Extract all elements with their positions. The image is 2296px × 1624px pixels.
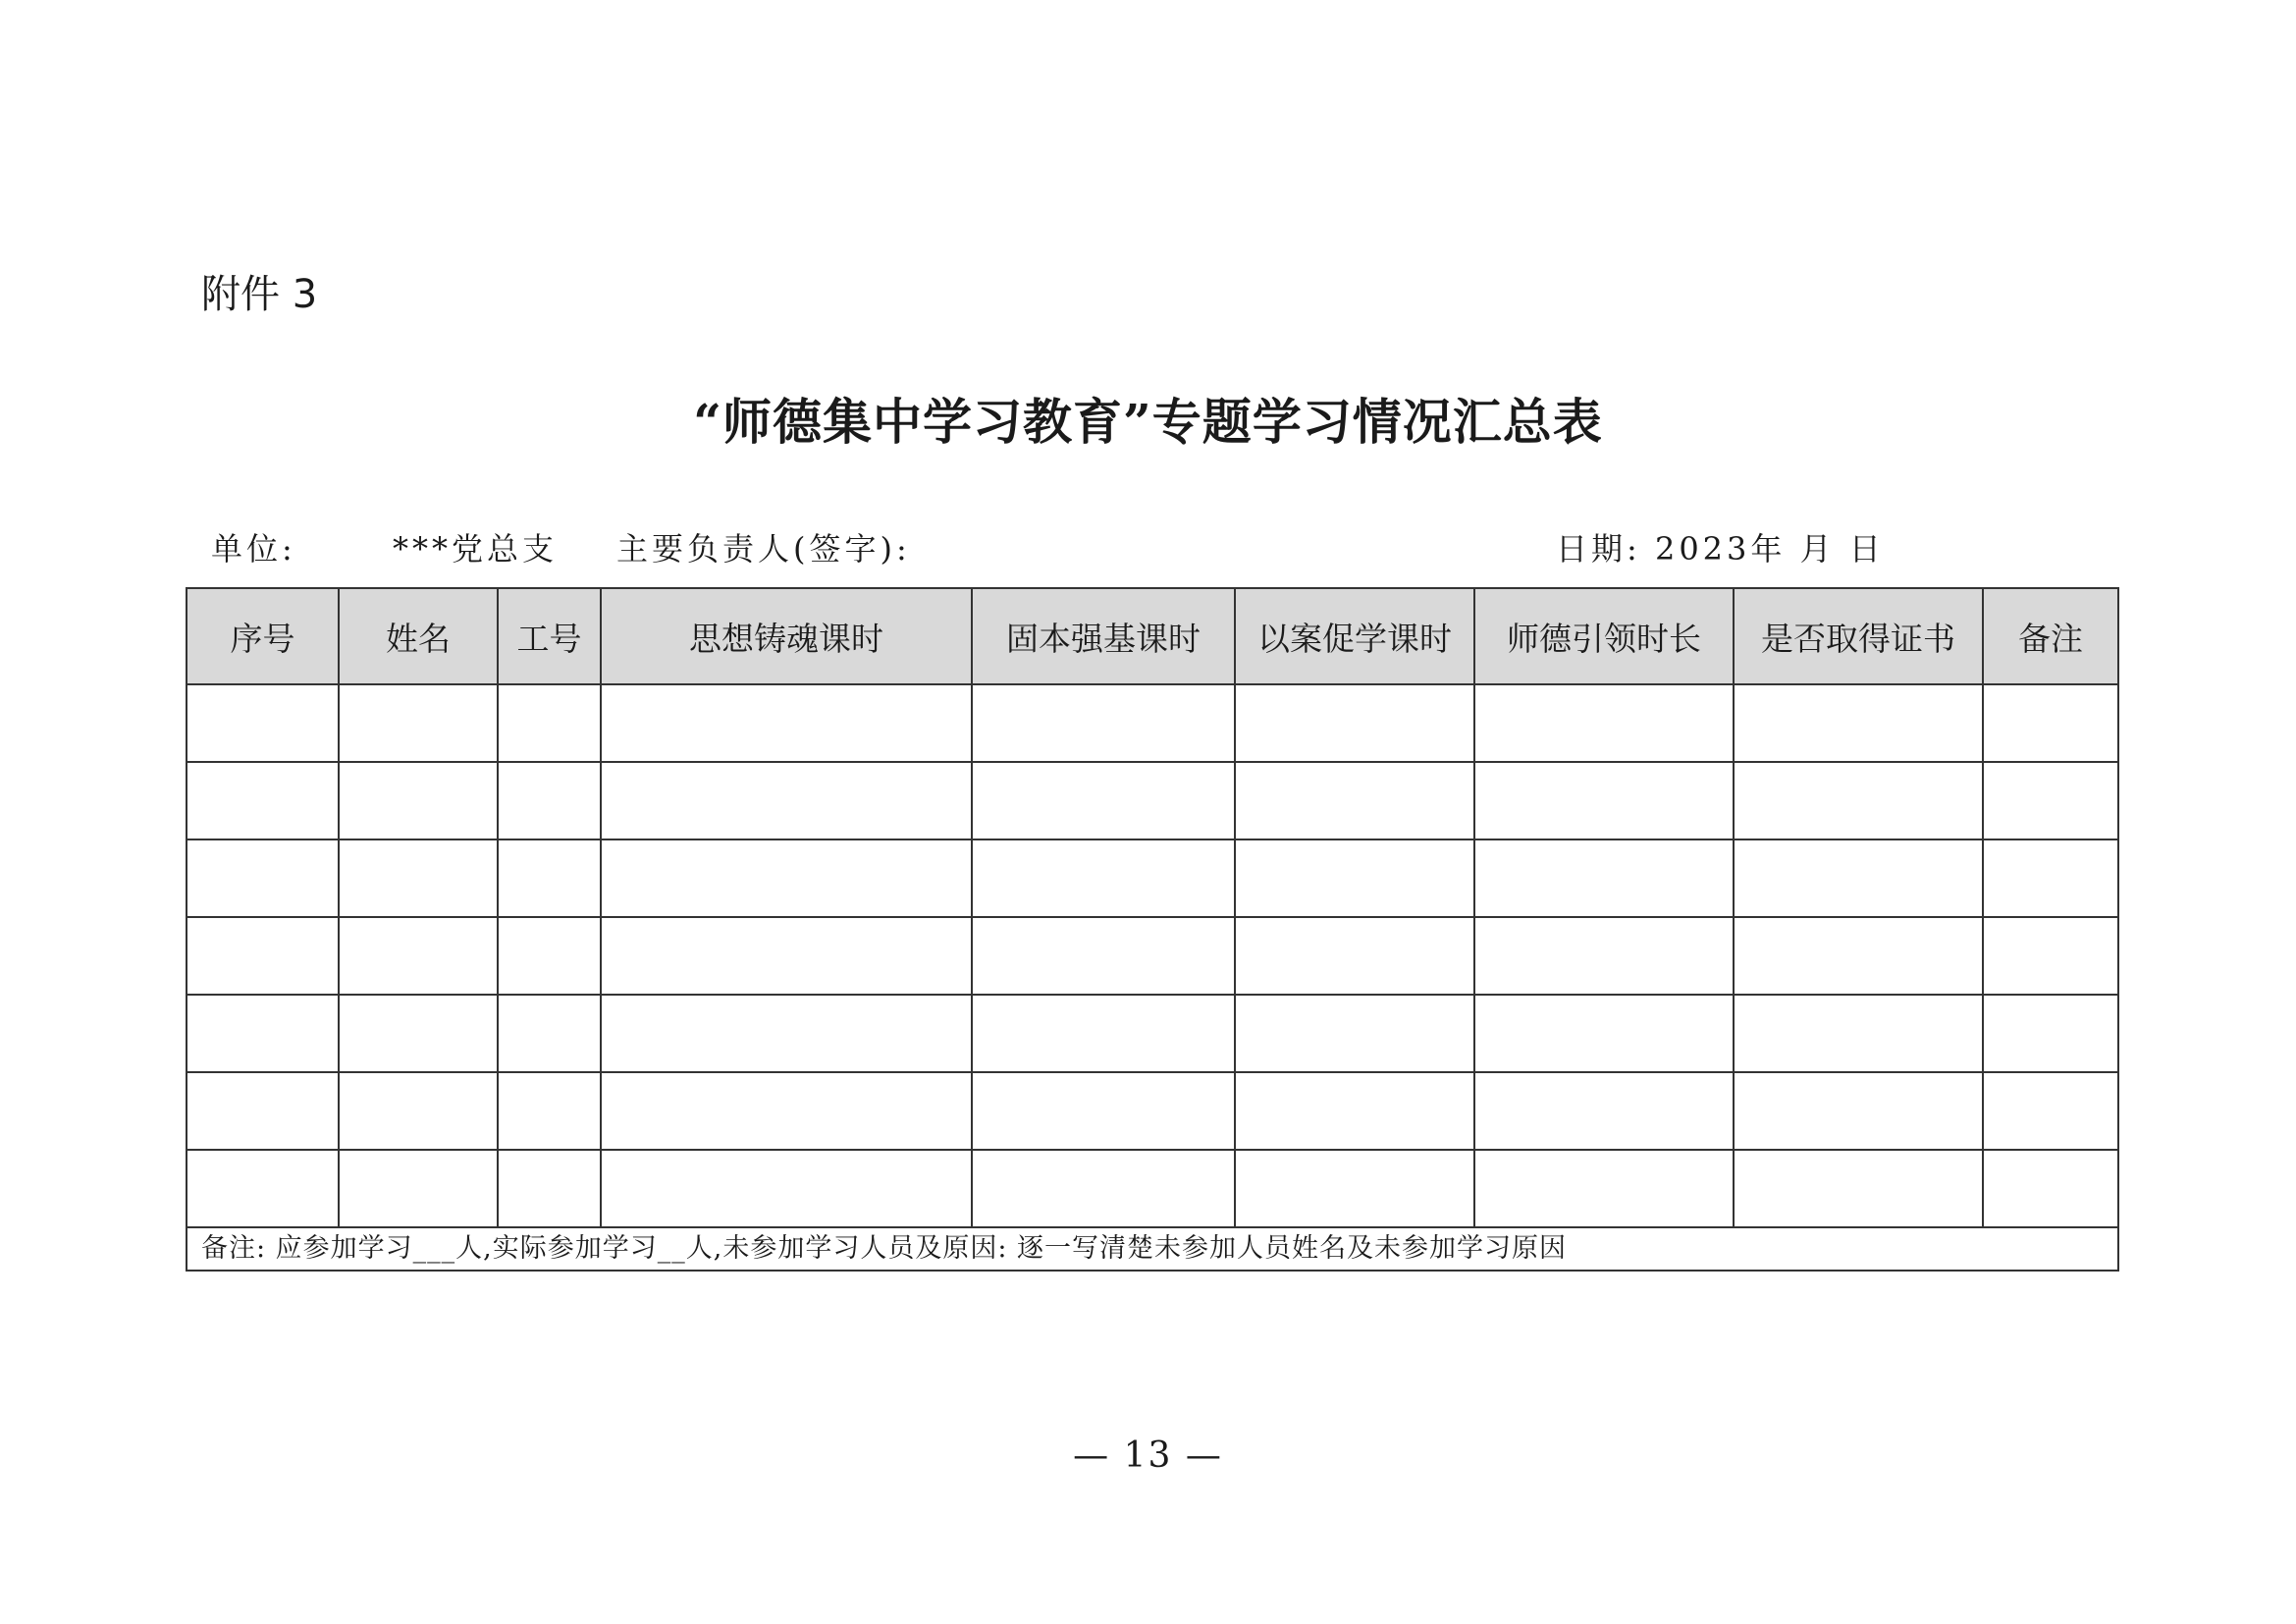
table-cell[interactable] <box>1734 995 1983 1072</box>
column-header-remarks: 备注 <box>1983 588 2118 684</box>
table-cell[interactable] <box>1734 684 1983 762</box>
table-row <box>187 995 2118 1072</box>
date-label: 日期: 2023年 月 日 <box>1556 530 1885 568</box>
table-cell[interactable] <box>972 1150 1235 1227</box>
table-cell[interactable] <box>498 1072 601 1150</box>
table-cell[interactable] <box>187 1150 339 1227</box>
table-cell[interactable] <box>972 684 1235 762</box>
table-cell[interactable] <box>187 762 339 839</box>
table-cell[interactable] <box>601 917 972 995</box>
table-row <box>187 684 2118 762</box>
table-cell[interactable] <box>339 684 498 762</box>
page-number: — 13 — <box>1073 1435 1223 1476</box>
table-cell[interactable] <box>601 684 972 762</box>
table-cell[interactable] <box>972 1072 1235 1150</box>
table-cell[interactable] <box>498 839 601 917</box>
table-cell[interactable] <box>972 839 1235 917</box>
column-header-case-study-hours: 以案促学课时 <box>1235 588 1474 684</box>
table-cell[interactable] <box>187 917 339 995</box>
unit-value: ***党总支 <box>393 530 559 568</box>
table-cell[interactable] <box>1474 762 1734 839</box>
table-cell[interactable] <box>1474 1072 1734 1150</box>
table-cell[interactable] <box>1983 839 2118 917</box>
table-cell[interactable] <box>1983 995 2118 1072</box>
table-cell[interactable] <box>498 684 601 762</box>
column-header-name: 姓名 <box>339 588 498 684</box>
summary-table <box>186 587 2119 1272</box>
table-cell[interactable] <box>1734 1072 1983 1150</box>
table-cell[interactable] <box>1734 917 1983 995</box>
document-title: “师德集中学习教育”专题学习情况汇总表 <box>693 393 1603 451</box>
table-cell[interactable] <box>1235 917 1474 995</box>
table-cell[interactable] <box>498 995 601 1072</box>
column-header-index: 序号 <box>187 588 339 684</box>
table-cell[interactable] <box>187 839 339 917</box>
table-cell[interactable] <box>601 995 972 1072</box>
table-cell[interactable] <box>1734 1150 1983 1227</box>
column-header-certificate: 是否取得证书 <box>1734 588 1983 684</box>
table-cell[interactable] <box>1983 1072 2118 1150</box>
table-cell[interactable] <box>1734 839 1983 917</box>
table-row <box>187 1150 2118 1227</box>
table-cell[interactable] <box>972 917 1235 995</box>
table-cell[interactable] <box>1235 1072 1474 1150</box>
table-cell[interactable] <box>1474 839 1734 917</box>
table-row <box>187 762 2118 839</box>
table-cell[interactable] <box>1983 684 2118 762</box>
table-header-row <box>187 588 2118 684</box>
table-cell[interactable] <box>601 762 972 839</box>
table-cell[interactable] <box>498 917 601 995</box>
table-row <box>187 839 2118 917</box>
table-cell[interactable] <box>601 839 972 917</box>
table-cell[interactable] <box>339 1150 498 1227</box>
table-cell[interactable] <box>498 762 601 839</box>
table-cell[interactable] <box>187 684 339 762</box>
table-cell[interactable] <box>187 1072 339 1150</box>
table-cell[interactable] <box>1474 917 1734 995</box>
leader-signature-label: 主要负责人(签字): <box>616 530 911 568</box>
table-cell[interactable] <box>1474 1150 1734 1227</box>
table-footnote: 备注: 应参加学习___人,实际参加学习__人,未参加学习人员及原因: 逐一写清楚未参加人员姓名及未参加学习原因 <box>187 1227 2118 1271</box>
table-cell[interactable] <box>339 1072 498 1150</box>
table-cell[interactable] <box>972 995 1235 1072</box>
table-cell[interactable] <box>339 839 498 917</box>
table-body <box>187 684 2118 1271</box>
table-cell[interactable] <box>601 1072 972 1150</box>
table-cell[interactable] <box>1235 684 1474 762</box>
table-cell[interactable] <box>1983 762 2118 839</box>
table-row <box>187 1072 2118 1150</box>
table-cell[interactable] <box>1235 839 1474 917</box>
table-cell[interactable] <box>1983 1150 2118 1227</box>
column-header-foundation-hours: 固本强基课时 <box>972 588 1235 684</box>
table-cell[interactable] <box>339 762 498 839</box>
table-cell[interactable] <box>1235 762 1474 839</box>
table-cell[interactable] <box>1474 684 1734 762</box>
unit-label: 单位: <box>211 530 296 568</box>
table-cell[interactable] <box>1474 995 1734 1072</box>
table-cell[interactable] <box>972 762 1235 839</box>
table-cell[interactable] <box>187 995 339 1072</box>
column-header-ideology-hours: 思想铸魂课时 <box>601 588 972 684</box>
table-row <box>187 917 2118 995</box>
attachment-label: 附件 3 <box>201 272 318 317</box>
table-cell[interactable] <box>1235 1150 1474 1227</box>
column-header-staff-id: 工号 <box>498 588 601 684</box>
table-cell[interactable] <box>1235 995 1474 1072</box>
table-cell[interactable] <box>1983 917 2118 995</box>
table-cell[interactable] <box>1734 762 1983 839</box>
table-cell[interactable] <box>339 917 498 995</box>
table-cell[interactable] <box>498 1150 601 1227</box>
table-cell[interactable] <box>339 995 498 1072</box>
table-cell[interactable] <box>601 1150 972 1227</box>
column-header-ethics-duration: 师德引领时长 <box>1474 588 1734 684</box>
